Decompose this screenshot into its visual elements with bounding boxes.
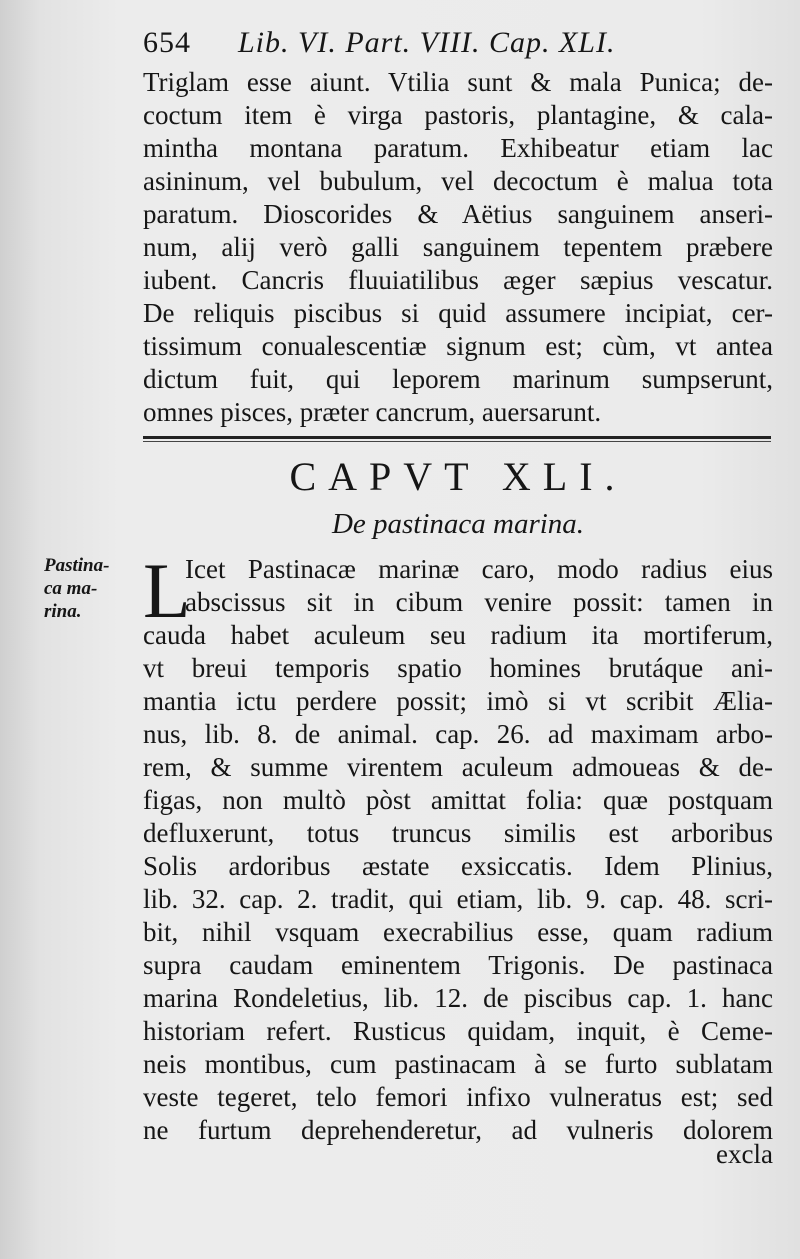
page-number: 654 [143,26,191,59]
chapter-subtitle: De pastinaca marina. [331,508,585,540]
text-line: Icet Pastinacæ marinæ caro, modo radius eius [185,554,773,584]
text-line: supra caudam eminentem Trigonis. De pastinaca [143,950,773,980]
preceding-text [143,66,773,429]
text-line: asininum, vel bubulum, vel decoctum è malua tota [143,166,773,196]
text-line: mantia ictu perdere possit; imò si vt scribit Ælia- [143,686,773,716]
text-line: ne furtum deprehenderetur, ad vulneris dolorem [143,1115,773,1145]
text-line: defluxerunt, totus truncus similis est arboribus [143,818,773,848]
margin-note-line: rina. [44,601,82,622]
text-line: lib. 32. cap. 2. tradit, qui etiam, lib. 9. cap. 48. scri- [143,884,773,914]
section-rule-thin [143,441,771,442]
text-line: vt breui temporis spatio homines brutáque ani- [143,653,773,683]
text-line: historiam refert. Rusticus quidam, inquit, è Ceme- [143,1016,773,1046]
text-line: paratum. Dioscorides & Aëtius sanguinem anseri- [143,199,773,229]
page-header [143,26,773,66]
chapter-text [143,547,773,1147]
text-line: De reliquis piscibus si quid assumere incipiat, cer- [143,298,773,328]
text-line: veste tegeret, telo femori infixo vulneratus est; sed [143,1082,773,1112]
text-line: Solis ardoribus æstate exsiccatis. Idem Plinius, [143,851,773,881]
text-line: nus, lib. 8. de animal. cap. 26. ad maximam arbo- [143,719,773,749]
section-rule [143,436,771,439]
text-line: marina Rondeletius, lib. 12. de piscibus cap. 1. hanc [143,983,773,1013]
text-line: neis montibus, cum pastinacam à se furto sublatam [143,1049,773,1079]
text-line: mintha montana paratum. Exhibeatur etiam lac [143,133,773,163]
text-line: omnes pisces, præter cancrum, auersarunt. [143,397,602,427]
margin-note-line: Pastina- [44,555,110,576]
margin-note [44,554,134,623]
running-head: Lib. VI. Part. VIII. Cap. XLI. [238,26,616,59]
text-line: rem, & summe virentem aculeum admoueas & de- [143,752,773,782]
text-line: coctum item è virga pastoris, plantagine, & cala- [143,100,773,130]
catchword: excla [716,1139,773,1169]
text-line: dictum fuit, qui leporem marinum sumpserunt, [143,364,773,394]
text-line: tissimum conualescentiæ signum est; cùm, vt antea [143,331,773,361]
text-line: bit, nihil vsquam execrabilius esse, quam radium [143,917,773,947]
text-line: abscissus sit in cibum venire possit: tamen in [185,587,773,617]
margin-note-line: ca ma- [44,578,98,599]
text-line: figas, non multò pòst amittat folia: quæ postquam [143,785,773,815]
drop-cap: L [143,547,191,634]
text-line: iubent. Cancris fluuiatilibus æger sæpius vescatur. [143,265,773,295]
chapter-title: CAPVT XLI. [289,454,627,499]
text-line: cauda habet aculeum seu radium ita mortiferum, [143,620,773,650]
text-line: num, alij verò galli sanguinem tepentem præbere [143,232,773,262]
text-line: Triglam esse aiunt. Vtilia sunt & mala Punica; de- [143,67,773,97]
